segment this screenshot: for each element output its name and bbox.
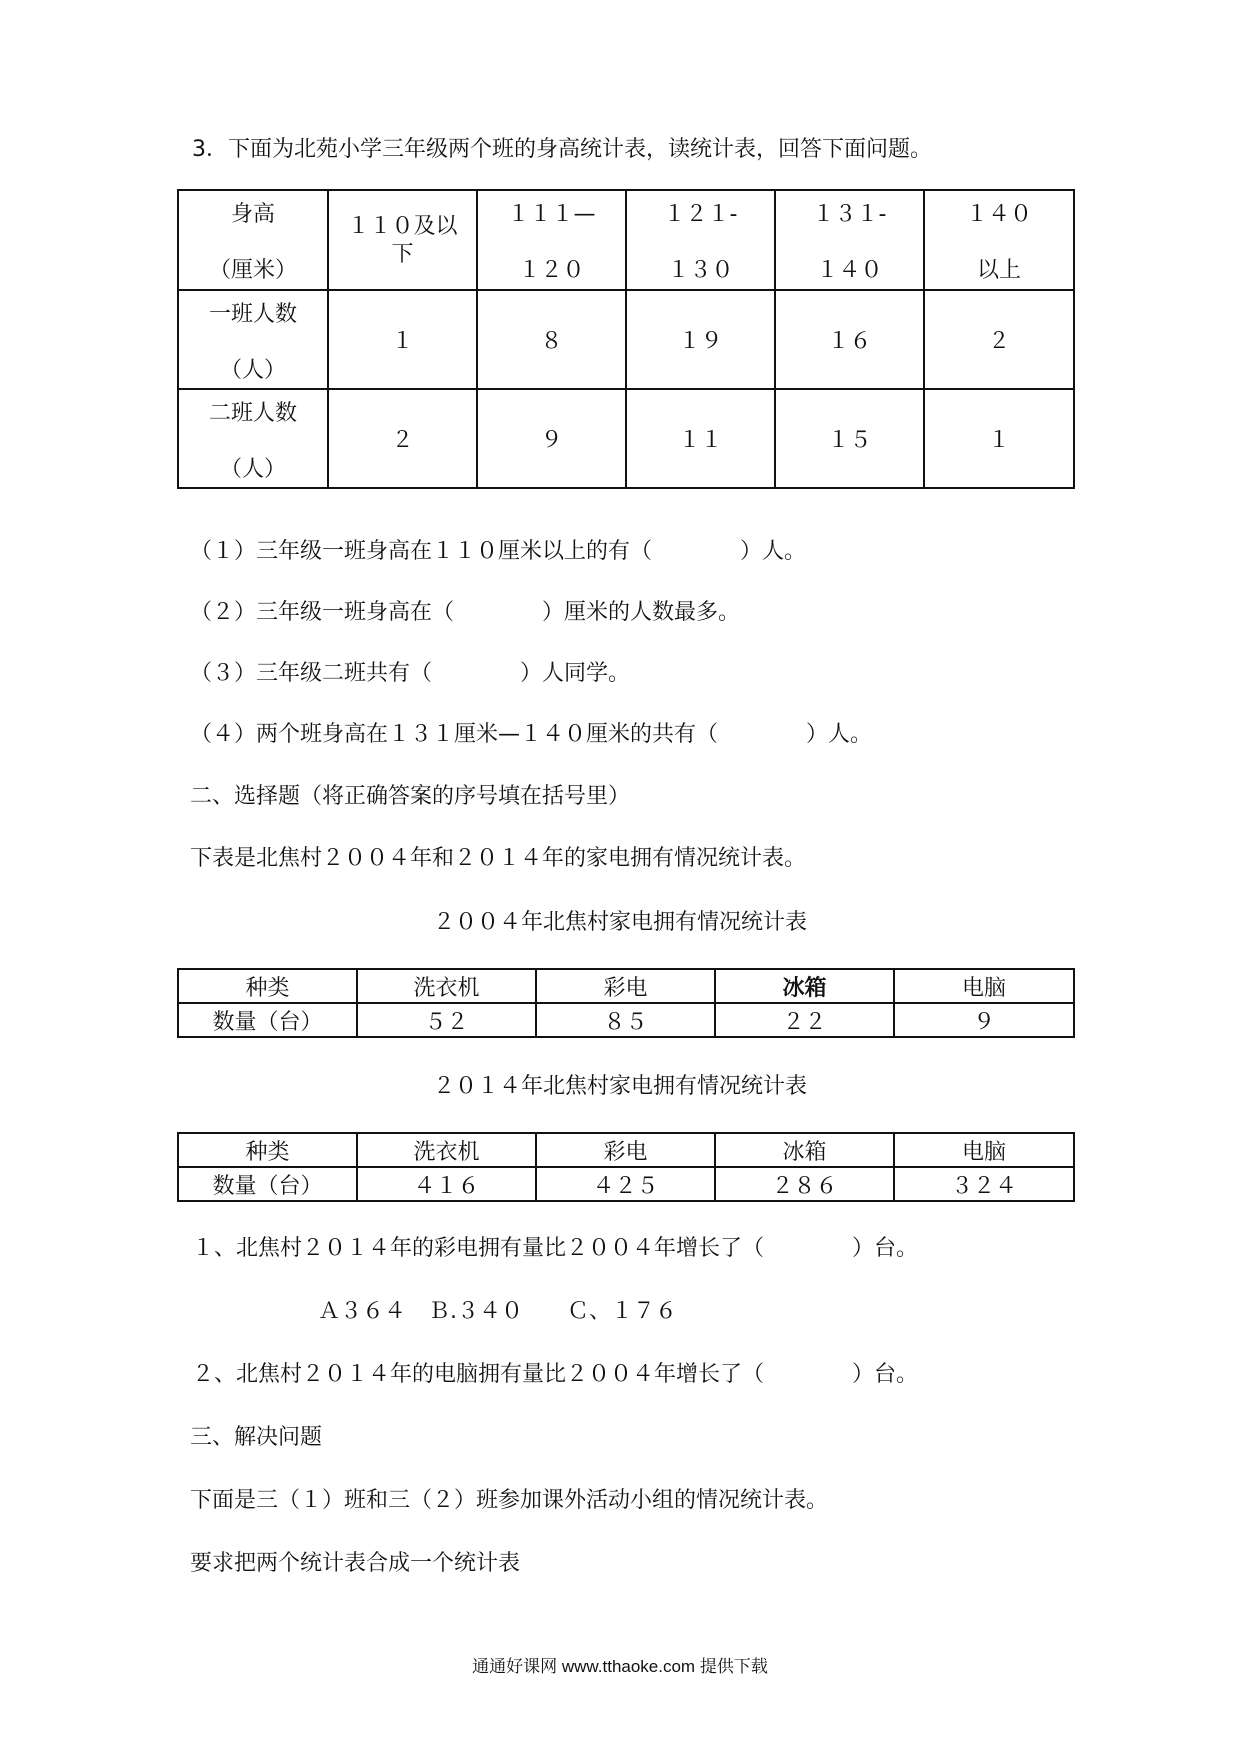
table-2004-title: ２００４年北焦村家电拥有情况统计表 (432, 910, 807, 935)
header-col-3-line1: １３１- (812, 202, 887, 227)
header-col-3 (775, 190, 924, 290)
question-3-4: （４）两个班身高在１３１厘米—１４０厘米的共有（ ）人。 (190, 722, 873, 747)
table-2004-header-cell: 洗衣机 (357, 969, 536, 1003)
class-1-label-cell (178, 290, 328, 389)
section-3-line-2: 要求把两个统计表合成一个统计表 (190, 1551, 521, 1576)
table-2014-header-cell: 洗衣机 (357, 1133, 536, 1167)
appliance-table-2004 (177, 968, 1075, 1038)
footer-download-note: 通通好课网 www.tthaoke.com 提供下载 (472, 1657, 768, 1676)
class-1-label-line2: （人） (219, 358, 286, 383)
table-2004-header-cell: 电脑 (894, 969, 1074, 1003)
table-2014-cell: ４２５ (536, 1167, 715, 1201)
header-col-4 (924, 190, 1074, 290)
header-col-3-line2: １４０ (816, 258, 883, 283)
table-2004-cell: ９ (894, 1003, 1074, 1037)
table-2014-header-row (178, 1133, 1074, 1167)
section-2-heading: 二、选择题（将正确答案的序号填在括号里） (190, 784, 631, 809)
header-col-0 (328, 190, 477, 290)
header-label-line1: 身高 (230, 202, 275, 227)
question-3-1: （１）三年级一班身高在１１０厘米以上的有（ ）人。 (190, 539, 807, 564)
class-2-label-line1: 二班人数 (208, 401, 297, 426)
class-2-label-cell (178, 389, 328, 488)
question-3-2: （２）三年级一班身高在（ ）厘米的人数最多。 (190, 600, 741, 625)
question-3-3: （３）三年级二班共有（ ）人同学。 (190, 661, 631, 686)
header-col-1 (477, 190, 626, 290)
question-3-title: 3．下面为北苑小学三年级两个班的身高统计表，读统计表，回答下面问题。 (192, 137, 932, 162)
table-2014-cell: ２８６ (715, 1167, 894, 1201)
class-1-value: １９ (626, 290, 775, 389)
table-2014-cell: ３２４ (894, 1167, 1074, 1201)
table-2014-data-row (178, 1167, 1074, 1201)
class-1-value: ２ (924, 290, 1074, 389)
class-2-value: ２ (328, 389, 477, 488)
header-label-cell (178, 190, 328, 290)
header-col-2-line2: １３０ (667, 258, 734, 283)
table-2014-header-cell: 彩电 (536, 1133, 715, 1167)
class-1-row (178, 290, 1074, 389)
class-1-value: １ (328, 290, 477, 389)
class-2-value: １ (924, 389, 1074, 488)
table-2004-header-cell: 种类 (178, 969, 357, 1003)
header-col-0-line2: 下 (391, 242, 414, 267)
choice-question-2: ２、北焦村２０１４年的电脑拥有量比２００４年增长了（ ）台。 (192, 1362, 919, 1387)
table-2004-cell: ２２ (715, 1003, 894, 1037)
table-2004-data-row (178, 1003, 1074, 1037)
section-3-line-1: 下面是三（１）班和三（２）班参加课外活动小组的情况统计表。 (190, 1488, 829, 1513)
table-2014-header-cell: 冰箱 (715, 1133, 894, 1167)
class-2-value: ９ (477, 389, 626, 488)
table-2004-cell: 数量（台） (178, 1003, 357, 1037)
class-1-value: １６ (775, 290, 924, 389)
header-col-4-line2: 以上 (976, 258, 1021, 283)
choice-question-1-options: Ａ３６４ Ｂ.３４０ Ｃ、１７６ (318, 1299, 677, 1324)
height-table (177, 189, 1075, 489)
header-col-0-line1: １１０及以 (347, 214, 458, 239)
section-3-heading: 三、解决问题 (190, 1425, 323, 1450)
table-2014-header-cell: 电脑 (894, 1133, 1074, 1167)
header-col-2-line1: １２１- (663, 202, 738, 227)
header-col-1-line2: １２０ (518, 258, 585, 283)
class-2-row (178, 389, 1074, 488)
table-2004-cell: ８５ (536, 1003, 715, 1037)
class-1-label-line1: 一班人数 (208, 302, 297, 327)
section-2-intro: 下表是北焦村２００４年和２０１４年的家电拥有情况统计表。 (190, 846, 807, 871)
header-label-line2: （厘米） (208, 258, 297, 283)
table-2014-cell: 数量（台） (178, 1167, 357, 1201)
table-2004-header-row (178, 969, 1074, 1003)
class-2-value: １５ (775, 389, 924, 488)
table-2014-header-cell: 种类 (178, 1133, 357, 1167)
choice-question-1: １、北焦村２０１４年的彩电拥有量比２００４年增长了（ ）台。 (192, 1236, 919, 1261)
header-col-4-line1: １４０ (965, 202, 1032, 227)
class-1-value: ８ (477, 290, 626, 389)
appliance-table-2014 (177, 1132, 1075, 1202)
class-2-label-line2: （人） (219, 457, 286, 482)
class-2-value: １１ (626, 389, 775, 488)
table-2014-title: ２０１４年北焦村家电拥有情况统计表 (432, 1074, 807, 1099)
header-col-2 (626, 190, 775, 290)
height-table-header-row (178, 190, 1074, 290)
header-col-1-line1: １１１— (507, 202, 596, 227)
table-2004-header-cell: 彩电 (536, 969, 715, 1003)
table-2004-header-cell: 冰箱 (715, 969, 894, 1003)
table-2014-cell: ４１６ (357, 1167, 536, 1201)
table-2004-cell: ５２ (357, 1003, 536, 1037)
